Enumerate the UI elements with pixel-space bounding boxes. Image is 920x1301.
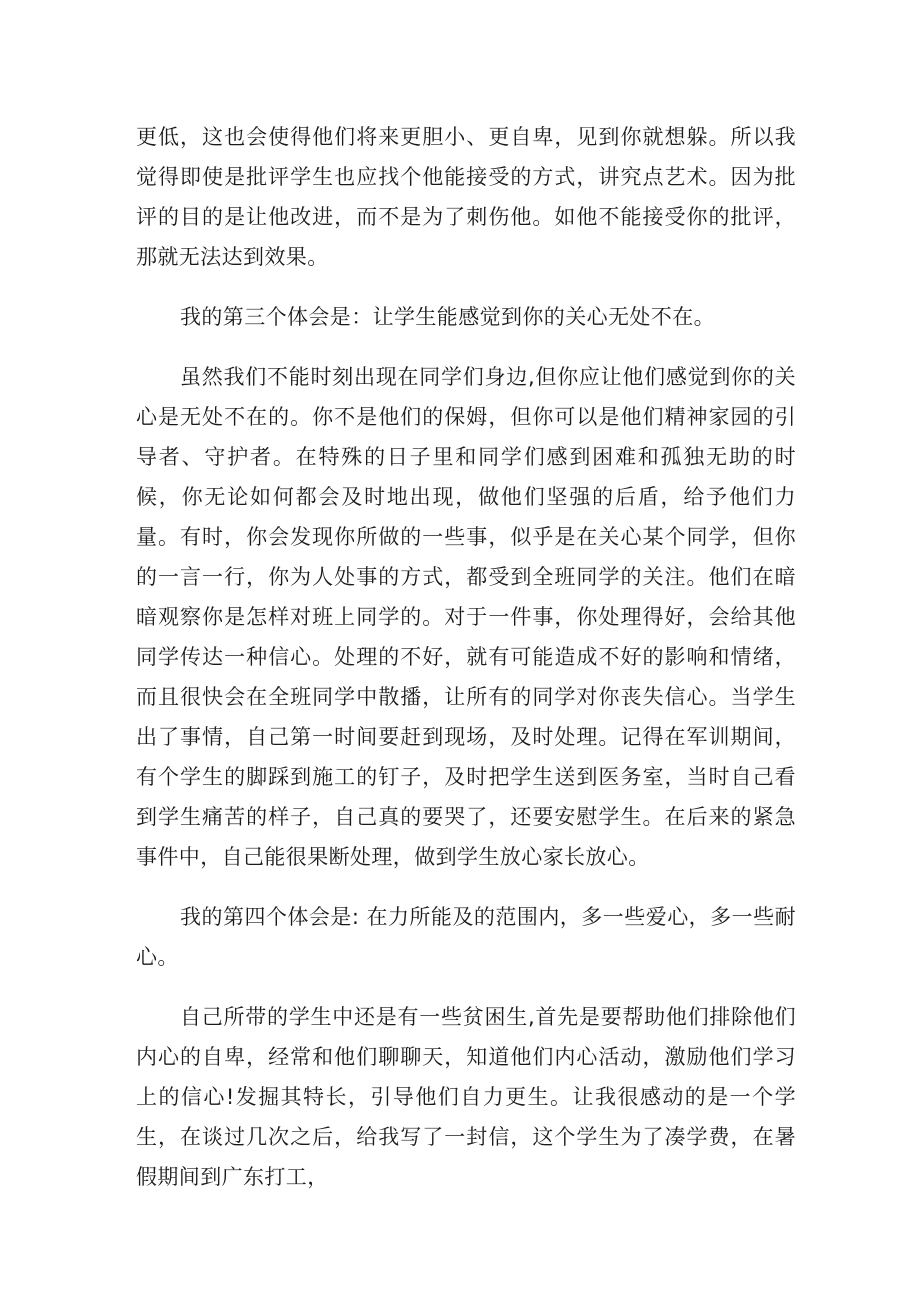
point-three-heading: 我的第三个体会是：让学生能感觉到你的关心无处不在。 bbox=[180, 305, 715, 329]
paragraph-criticism-art: 更低，这也会使得他们将来更胆小、更自卑，见到你就想躲。所以我觉得即使是批评学生也应找个他能接受的方式，讲究点艺术。因为批评的目的是让他改进，而不是为了刺伤他。如他不能接受你的批评，那就无法达到效果。 bbox=[136, 125, 796, 269]
point-four-heading: 我的第四个体会是: 在力所能及的范围内，多一些爱心，多一些耐心。 bbox=[136, 905, 796, 969]
paragraph-poor-students: 自己所带的学生中还是有一些贫困生,首先是要帮助他们排除他们内心的自卑，经常和他们聊聊天，知道他们内心活动，激励他们学习上的信心!发掘其特长，引导他们自力更生。让我很感动的是一个学生，在谈过几次之后，给我写了一封信，这个学生为了凑学费，在暑假期间到广东打工， bbox=[136, 1005, 796, 1189]
paragraph-care-everywhere: 虽然我们不能时刻出现在同学们身边,但你应让他们感觉到你的关心是无处不在的。你不是他们的保姆，但你可以是他们精神家园的引导者、守护者。在特殊的日子里和同学们感到困难和孤独无助的时候，你无论如何都会及时地出现，做他们坚强的后盾，给予他们力量。有时，你会发现你所做的一些事，似乎是在关心某个同学，但你的一言一行，你为人处事的方式，都受到全班同学的关注。他们在暗暗观察你是怎样对班上同学的。对于一件事，你处理得好，会给其他同学传达一种信心。处理的不好，就有可能造成不好的影响和情绪，而且很快会在全班同学中散播，让所有的同学对你丧失信心。当学生出了事情，自己第一时间要赶到现场，及时处理。记得在军训期间，有个学生的脚踩到施工的钉子，及时把学生送到医务室，当时自己看到学生痛苦的样子，自己真的要哭了，还要安慰学生。在后来的紧急事件中，自己能很果断处理，做到学生放心家长放心。 bbox=[136, 365, 796, 869]
document-body bbox=[136, 117, 796, 1217]
